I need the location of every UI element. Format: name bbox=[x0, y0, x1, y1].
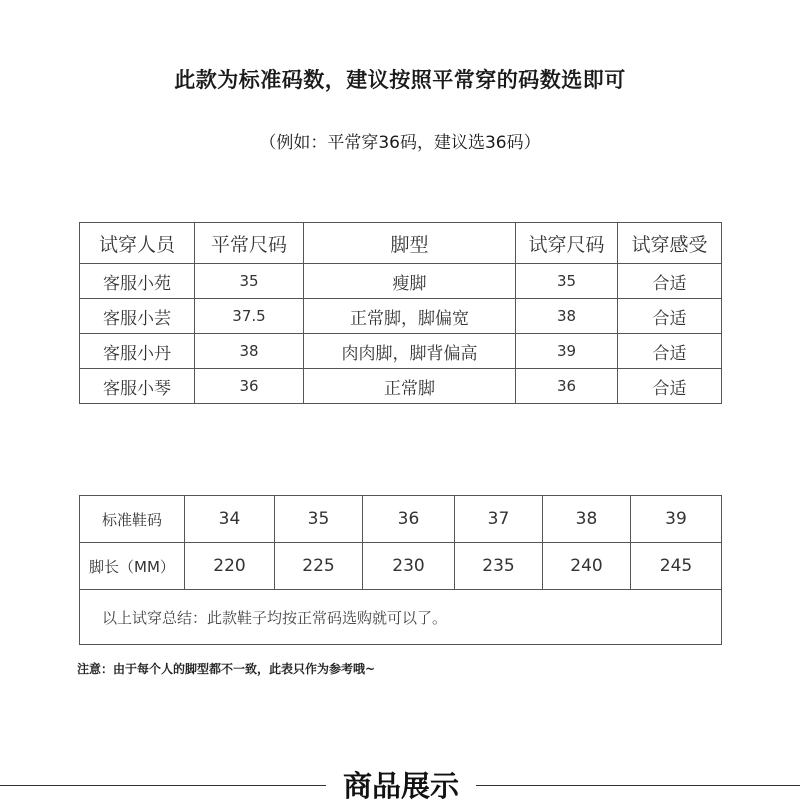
usual-size: 36 bbox=[195, 369, 304, 404]
foot-length-row bbox=[80, 543, 722, 590]
foot-length: 220 bbox=[185, 543, 275, 590]
header-foot-type: 脚型 bbox=[304, 223, 516, 264]
fit-summary: 以上试穿总结：此款鞋子均按正常码选购就可以了。 bbox=[80, 590, 722, 645]
section-title: 商品展示 bbox=[342, 769, 459, 803]
header-tried-size: 试穿尺码 bbox=[516, 223, 618, 264]
shoe-size: 37 bbox=[455, 496, 543, 543]
length-row-label: 脚长（MM） bbox=[80, 543, 185, 590]
shoe-size: 35 bbox=[275, 496, 363, 543]
section-divider bbox=[0, 762, 800, 802]
table-row bbox=[80, 369, 722, 404]
foot-type: 瘦脚 bbox=[304, 264, 516, 299]
shoe-size: 38 bbox=[543, 496, 631, 543]
usual-size: 35 bbox=[195, 264, 304, 299]
try-on-table bbox=[79, 222, 722, 404]
divider-line-left bbox=[0, 785, 326, 786]
feeling: 合适 bbox=[618, 369, 722, 404]
tester-name: 客服小芸 bbox=[80, 299, 195, 334]
foot-length: 245 bbox=[631, 543, 722, 590]
feeling: 合适 bbox=[618, 299, 722, 334]
usual-size: 38 bbox=[195, 334, 304, 369]
tester-name: 客服小丹 bbox=[80, 334, 195, 369]
header-tester: 试穿人员 bbox=[80, 223, 195, 264]
feeling: 合适 bbox=[618, 334, 722, 369]
tried-size: 35 bbox=[516, 264, 618, 299]
usual-size: 37.5 bbox=[195, 299, 304, 334]
foot-type: 正常脚，脚偏宽 bbox=[304, 299, 516, 334]
table-header-row bbox=[80, 223, 722, 264]
shoe-size: 39 bbox=[631, 496, 722, 543]
header-feeling: 试穿感受 bbox=[618, 223, 722, 264]
disclaimer-note: 注意：由于每个人的脚型都不一致，此表只作为参考哦~ bbox=[77, 662, 376, 676]
tried-size: 36 bbox=[516, 369, 618, 404]
page-title: 此款为标准码数，建议按照平常穿的码数选即可 bbox=[174, 68, 626, 92]
table-row bbox=[80, 299, 722, 334]
divider-line-right bbox=[476, 785, 800, 786]
tried-size: 38 bbox=[516, 299, 618, 334]
feeling: 合适 bbox=[618, 264, 722, 299]
table-row bbox=[80, 264, 722, 299]
foot-length: 230 bbox=[363, 543, 455, 590]
foot-type: 肉肉脚，脚背偏高 bbox=[304, 334, 516, 369]
foot-length: 240 bbox=[543, 543, 631, 590]
shoe-size: 34 bbox=[185, 496, 275, 543]
table-row bbox=[80, 334, 722, 369]
foot-length: 225 bbox=[275, 543, 363, 590]
tried-size: 39 bbox=[516, 334, 618, 369]
tester-name: 客服小琴 bbox=[80, 369, 195, 404]
tester-name: 客服小苑 bbox=[80, 264, 195, 299]
foot-type: 正常脚 bbox=[304, 369, 516, 404]
size-row bbox=[80, 496, 722, 543]
header-usual-size: 平常尺码 bbox=[195, 223, 304, 264]
summary-row bbox=[80, 590, 722, 645]
page-subtitle: （例如：平常穿36码，建议选36码） bbox=[259, 133, 541, 153]
size-chart-table bbox=[79, 495, 722, 645]
size-row-label: 标准鞋码 bbox=[80, 496, 185, 543]
shoe-size: 36 bbox=[363, 496, 455, 543]
foot-length: 235 bbox=[455, 543, 543, 590]
